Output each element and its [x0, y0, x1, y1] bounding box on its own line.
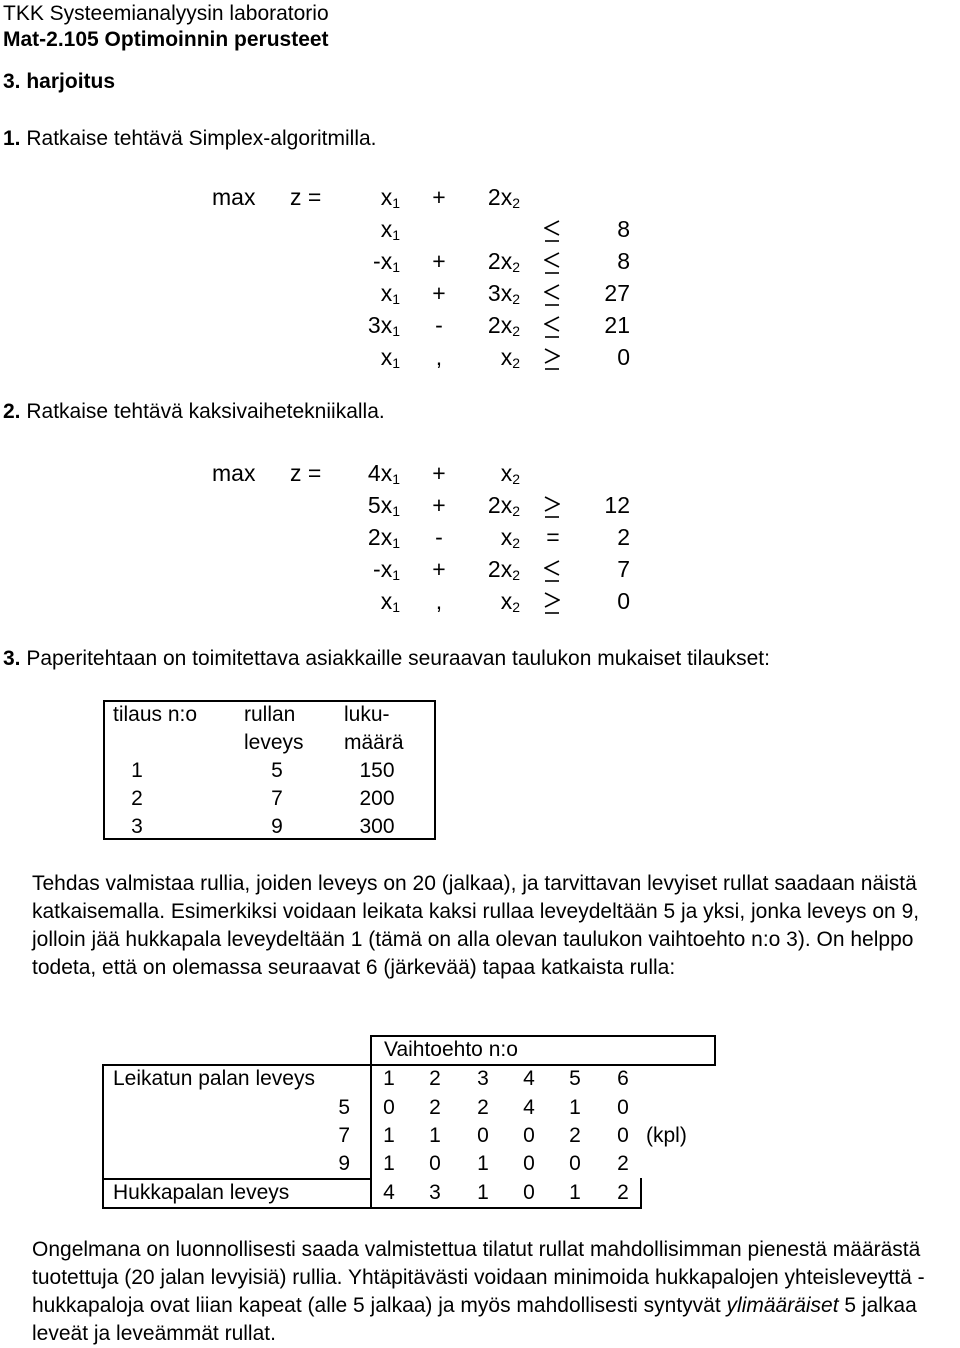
- lp1-r5-b: $x_2$: [500, 344, 520, 371]
- alternative-number: 4: [523, 1067, 535, 1090]
- course-title: Mat-2.105 Optimoinnin perusteet: [3, 28, 329, 51]
- lp2-r0-op: +: [432, 460, 446, 486]
- lp1-r3-a: $x_1$: [380, 280, 400, 307]
- conclusion-text-1: Ongelmana on luonnollisesti saada valmistettua tilatut rullat mahdollisimman pienestä määrästä tuotettuja (20 jalan levyisiä) rullia. Yhtäpitävästi voidaan minimoida hukkapalojen yhteisleveyttä - hukkapaloja ovat liian kapeat (alle 5 jalkaa) ja myös mahdollisesti syntyvät: [32, 1238, 925, 1317]
- table-cell: 0: [523, 1152, 535, 1175]
- conclusion-emphasis: ylimääräiset: [726, 1294, 839, 1317]
- alternative-number: 3: [477, 1067, 489, 1090]
- lp2-r2-op: -: [435, 524, 443, 550]
- less-equal-icon: [544, 283, 560, 307]
- lp2-r4-b: $x_2$: [500, 588, 520, 615]
- lp1-r2-b: $2x_2$: [487, 248, 520, 275]
- lp1-r4-b: $2x_2$: [487, 312, 520, 339]
- lp1-r5-rhs: 0: [617, 344, 630, 370]
- piece-width-label: Leikatun palan leveys: [113, 1067, 315, 1090]
- problem-1-text: Ratkaise tehtävä Simplex-algoritmilla.: [26, 127, 377, 150]
- lp2-r2-b: $x_2$: [500, 524, 520, 551]
- lp1-r3-rhs: 27: [604, 280, 630, 306]
- table-cell: 2: [569, 1124, 581, 1147]
- table-cell: 2: [617, 1181, 629, 1204]
- lp2-max: max: [212, 460, 256, 486]
- lp1-r2-op: +: [432, 248, 446, 274]
- table-cell: 0: [617, 1124, 629, 1147]
- problem-1: [3, 127, 377, 151]
- piece-width: 5: [338, 1096, 350, 1119]
- lp2-r1-a: $5x_1$: [367, 492, 400, 519]
- lp2-r4-op: ,: [435, 588, 443, 614]
- lp1-r3-b: $3x_2$: [487, 280, 520, 307]
- alternative-number: 5: [569, 1067, 581, 1090]
- table-cell: 0: [523, 1124, 535, 1147]
- table-cell: 7: [271, 787, 283, 810]
- table-cell: 4: [383, 1181, 395, 1204]
- alternative-number: 1: [383, 1067, 395, 1090]
- waste-label: Hukkapalan leveys: [113, 1181, 290, 1204]
- exercise-title: 3. harjoitus: [3, 70, 116, 93]
- orders-header-width-2: leveys: [244, 731, 304, 754]
- problem-2-number: 2.: [3, 400, 21, 423]
- lp2-r0-b: $x_2$: [500, 460, 520, 487]
- table-cell: 3: [429, 1181, 441, 1204]
- lp1-r3-op: +: [432, 280, 446, 306]
- less-equal-icon: [544, 219, 560, 243]
- unit-label: (kpl): [646, 1124, 687, 1147]
- lp1-r1-rhs: 8: [617, 216, 630, 242]
- table-row: 3: [131, 815, 143, 838]
- lp2-r0-a: $4x_1$: [367, 460, 400, 487]
- lp1-r0-op: +: [432, 184, 446, 210]
- lp1-z: z =: [290, 184, 322, 210]
- lp2-r3-b: $2x_2$: [487, 556, 520, 583]
- greater-equal-icon: [544, 495, 560, 519]
- problem-1-number: 1.: [3, 127, 21, 150]
- problem-2-text: Ratkaise tehtävä kaksivaihetekniikalla.: [26, 400, 385, 423]
- lp2-r1-rhs: 12: [604, 492, 630, 518]
- lp1-r1-a: $x_1$: [380, 216, 400, 243]
- lp1-r4-a: $3x_1$: [367, 312, 400, 339]
- greater-equal-icon: [544, 347, 560, 371]
- table-cell: 200: [359, 787, 395, 810]
- less-equal-icon: [544, 315, 560, 339]
- table-row: 1: [131, 759, 143, 782]
- lp1-r4-op: -: [435, 312, 443, 338]
- table-cell: 0: [523, 1181, 535, 1204]
- problem-2: [3, 400, 385, 424]
- lp2-r4-rhs: 0: [617, 588, 630, 614]
- table-cell: 1: [569, 1096, 581, 1119]
- problem-3-text: Paperitehtaan on toimitettava asiakkaille seuraavan taulukon mukaiset tilaukset:: [26, 647, 770, 670]
- table-cell: 2: [429, 1096, 441, 1119]
- orders-header-qty-2: määrä: [344, 731, 404, 754]
- table-cell: 4: [523, 1096, 535, 1119]
- lp2-r2-a: $2x_1$: [367, 524, 400, 551]
- lp1-r2-rhs: 8: [617, 248, 630, 274]
- table-cell: 150: [359, 759, 395, 782]
- less-equal-icon: [544, 251, 560, 275]
- table-cell: 0: [383, 1096, 395, 1119]
- table-cell: 5: [271, 759, 283, 782]
- table-cell: 1: [569, 1181, 581, 1204]
- conclusion-paragraph: [32, 1236, 942, 1348]
- table-cell: 1: [477, 1181, 489, 1204]
- lp2-r2-rhs: 2: [617, 524, 630, 550]
- orders-header-order: tilaus n:o: [113, 703, 198, 726]
- problem-3-number: 3.: [3, 647, 21, 670]
- table-cell: 300: [359, 815, 395, 838]
- table-cell: 1: [429, 1124, 441, 1147]
- lp2-r3-op: +: [432, 556, 446, 582]
- lp1-r5-op: ,: [435, 344, 443, 370]
- description-paragraph: Tehdas valmistaa rullia, joiden leveys on 20 (jalkaa), ja tarvittavan levyiset rullat saadaan näistä katkaisemalla. Esimerkiksi voidaan leikata kaksi rullaa leveydeltään 5 ja yksi, jonka leveys on 9, jolloin jää hukkapala leveydeltään 1 (tämä on alla olevan taulukon vaihtoehto n:o 3). On helppo todeta, että on olemassa seuraavat 6 (järkevää) tapaa katkaista rulla:: [32, 872, 920, 979]
- orders-header-qty-1: luku-: [344, 703, 390, 726]
- lp2-r3-rhs: 7: [617, 556, 630, 582]
- lp2-r3-a: $-x_1$: [373, 556, 400, 583]
- table-cell: 9: [271, 815, 283, 838]
- orders-header-width-1: rullan: [244, 703, 296, 726]
- table-cell: 2: [477, 1096, 489, 1119]
- conclusion-text-2: 5 jalkaa leveät ja leveämmät rullat.: [32, 1294, 917, 1345]
- table-row: 2: [131, 787, 143, 810]
- lp1-max: max: [212, 184, 256, 210]
- piece-width: 9: [338, 1152, 350, 1175]
- lp1-r2-a: $-x_1$: [373, 248, 400, 275]
- table-cell: 2: [617, 1152, 629, 1175]
- less-equal-icon: [544, 559, 560, 583]
- lp2-z: z =: [290, 460, 322, 486]
- table-cell: 1: [383, 1124, 395, 1147]
- lp2-r1-op: +: [432, 492, 446, 518]
- alternative-number: 2: [429, 1067, 441, 1090]
- lp1-r4-rhs: 21: [604, 312, 630, 338]
- table-cell: 0: [569, 1152, 581, 1175]
- lab-name: TKK Systeemianalyysin laboratorio: [3, 2, 329, 25]
- lp2-r4-a: $x_1$: [380, 588, 400, 615]
- lp2-r1-b: $2x_2$: [487, 492, 520, 519]
- table-cell: 1: [383, 1152, 395, 1175]
- piece-width: 7: [338, 1124, 350, 1147]
- alternative-number: 6: [617, 1067, 629, 1090]
- lp1-r0-a: $x_1$: [380, 184, 400, 211]
- problem-3: [3, 647, 770, 671]
- table-cell: 0: [429, 1152, 441, 1175]
- table-cell: 1: [477, 1152, 489, 1175]
- greater-equal-icon: [544, 591, 560, 615]
- table-cell: 0: [617, 1096, 629, 1119]
- alternatives-title: Vaihtoehto n:o: [384, 1038, 518, 1061]
- equals-sign: =: [546, 524, 560, 550]
- lp1-r5-a: $x_1$: [380, 344, 400, 371]
- table-cell: 0: [477, 1124, 489, 1147]
- lp1-r0-b: $2x_2$: [487, 184, 520, 211]
